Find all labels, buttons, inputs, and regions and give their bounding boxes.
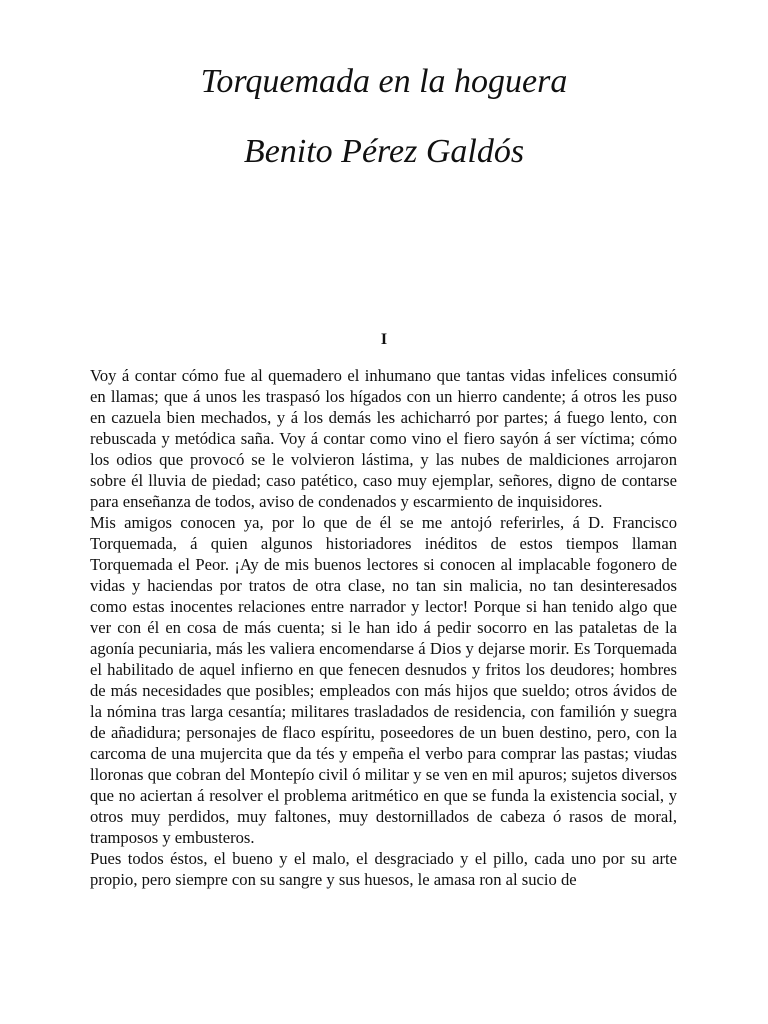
paragraph: Pues todos éstos, el bueno y el malo, el desgraciado y el pillo, cada uno por su arte propio, pero siempre con su sangre y sus huesos, le amasa ron al sucio de — [90, 849, 677, 889]
paragraph: Voy á contar cómo fue al quemadero el inhumano que tantas vidas infelices consumió en llamas; que á unos les traspasó los hígados con un hierro candente; á otros les puso en cazuela bien mechados, y á los demás les achicharró por partes; á fuego lento, con rebuscada y metódica saña. Voy á contar como vino el fiero sayón á ser víctima; cómo los odios que provocó se le volvieron lástima, y las nubes de maldiciones arrojaron sobre él lluvia de piedad; caso patético, caso muy ejemplar, señores, digno de contarse para enseñanza de todos, aviso de condenados y escarmiento de inquisidores. — [90, 366, 677, 511]
chapter-body — [90, 365, 677, 890]
book-author: Benito Pérez Galdós — [243, 133, 525, 170]
book-title: Torquemada en la hoguera — [200, 63, 568, 100]
chapter-heading: I — [380, 331, 388, 348]
paragraph: Mis amigos conocen ya, por lo que de él se me antojó referirles, á D. Francisco Torquemada, á quien algunos historiadores inéditos de estos tiempos llaman Torquemada el Peor. ¡Ay de mis buenos lectores si conocen al implacable fogonero de vidas y haciendas por tratos de otra clase, no tan sin malicia, no tan desinteresados como estas inocentes relaciones entre narrador y lector! Porque si han tenido algo que ver con él en cosa de más cuenta; si le han ido á pedir socorro en las pataletas de la agonía pecuniaria, más les valiera encomendarse á Dios y dejarse morir. Es Torquemada el habilitado de aquel infierno en que fenecen desnudos y fritos los deudores; hombres de más necesidades que posibles; empleados con más hijos que sueldo; otros ávidos de la nómina tras larga cesantía; militares trasladados de residencia, con familión y suegra de añadidura; personajes de flaco espíritu, poseedores de un buen destino, pero, con la carcoma de una mujercita que da tés y empeña el verbo para comprar las pastas; viudas lloronas que cobran del Montepío civil ó militar y se ven en mil apuros; sujetos diversos que no aciertan á resolver el problema aritmético en que se funda la existencia social, y otros muy perdidos, muy faltones, muy destornillados de cabeza ó rasos de moral, tramposos y embusteros. — [90, 513, 677, 847]
